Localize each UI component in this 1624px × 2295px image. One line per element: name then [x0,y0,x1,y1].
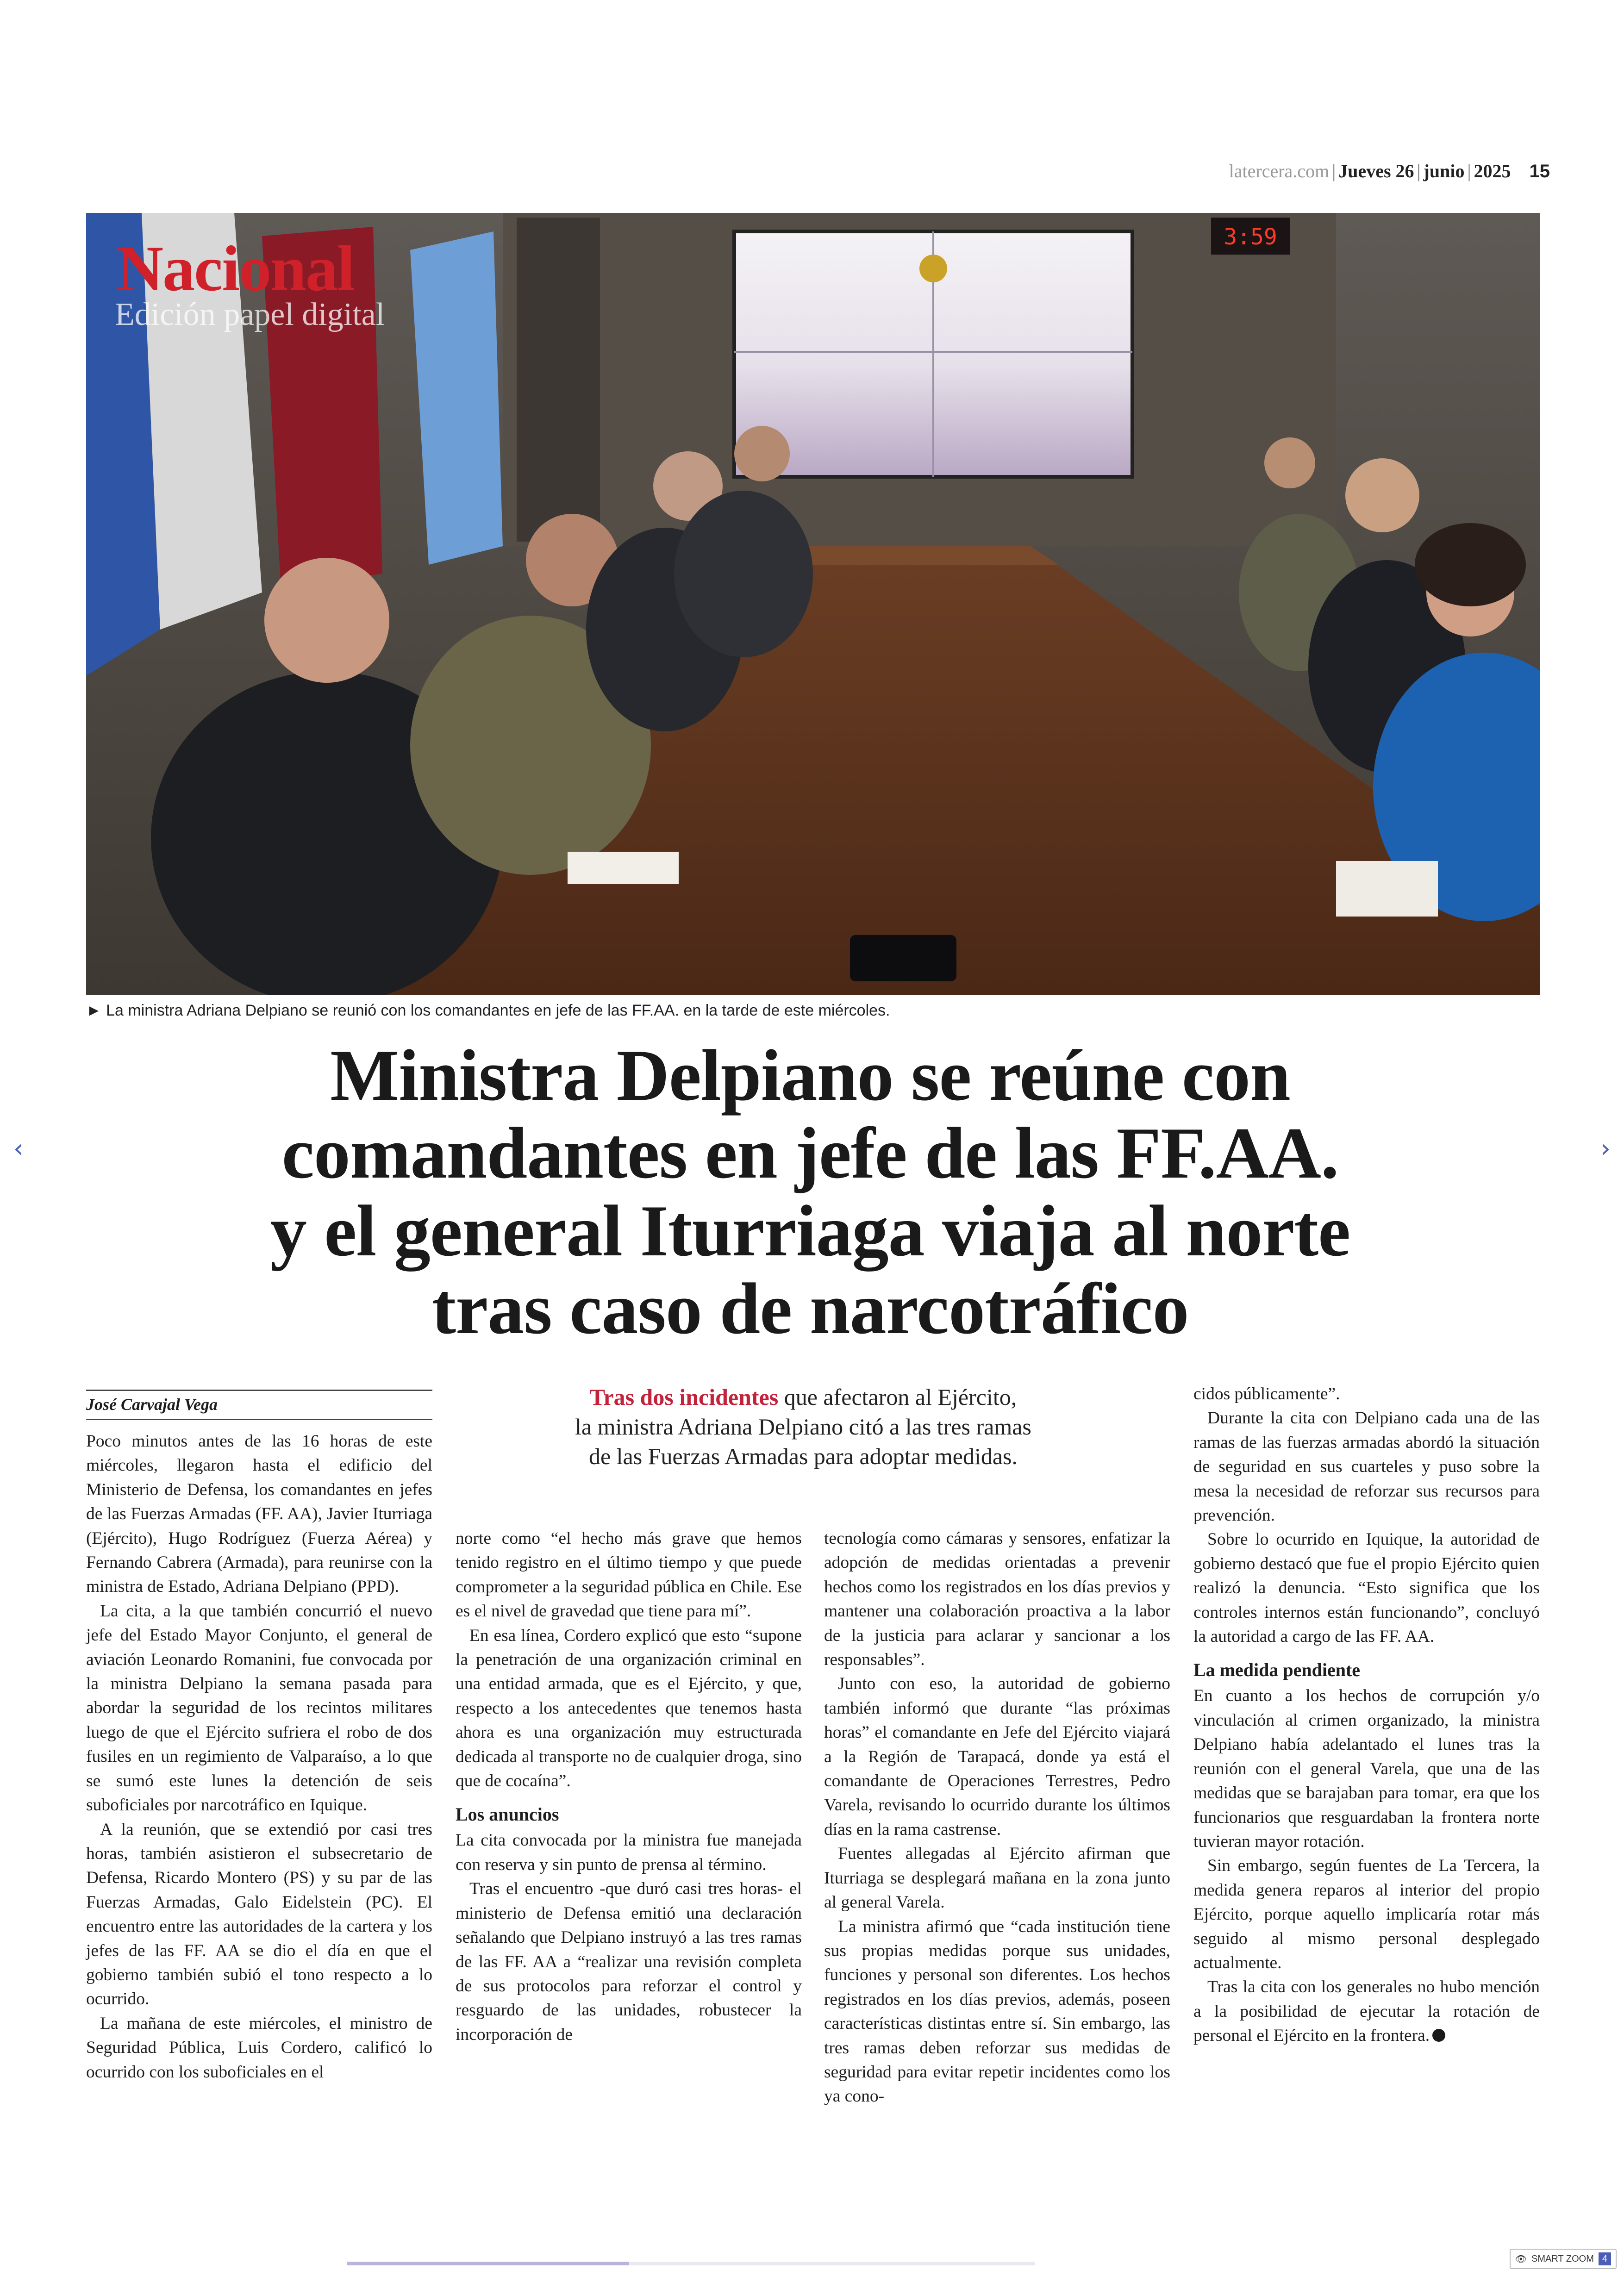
header-year: 2025 [1474,161,1511,181]
subheading: Los anuncios [456,1804,559,1825]
smart-zoom-label: SMART ZOOM [1531,2253,1594,2264]
site-name: latercera.com [1229,161,1330,181]
section-subtitle: Edición papel digital [115,297,385,332]
paragraph: tecnología como cámaras y sensores, enfatizar la adopción de medidas orientadas a prevenir hechos como los registrados en los días previos y mantener una colaboración proactiva a la labor de la justicia para aclarar y sancionar a los responsables”. [824,1529,1170,1670]
headline-line: tras caso de narcotráfico [431,1268,1189,1349]
eye-icon: 👁 [1515,2254,1527,2264]
paragraph: Sobre lo ocurrido en Iquique, la autoridad de gobierno destacó que fue el propio Ejército quien realizó la denuncia. “Esto significa que los controles internos están funcionando”, concluyó la autoridad a cargo de las FF. AA. [1193,1530,1540,1646]
paragraph: Junto con eso, la autoridad de gobierno también informó que durante “las próximas horas” el comandante en Jefe del Ejército viajará a la Región de Tarapacá, donde ya está el comandante de Operaciones Terrestres, Pedro Varela, revisando lo ocurrido durante los últimos días en la rama castrense. [824,1674,1170,1839]
deck-line-rest: que afectaron al Ejército, [778,1384,1017,1410]
paragraph: Durante la cita con Delpiano cada una de las ramas de las fuerzas armadas abordó la situación de seguridad en sus cuarteles y puso sobre la mesa la necesidad de reforzar sus recursos para prevención. [1193,1409,1540,1525]
next-page-arrow-icon[interactable]: › [1600,1134,1611,1164]
article-photo [86,213,1540,995]
paragraph: La mañana de este miércoles, el ministro de Seguridad Pública, Luis Cordero, calificó lo ocurrido con los suboficiales en el [86,2014,432,2082]
smart-zoom-button[interactable] [1510,2249,1617,2269]
subheading: La medida pendiente [1193,1659,1361,1681]
page-scroll-progress[interactable] [347,2262,1035,2265]
paragraph: Tras el encuentro -que duró casi tres horas- el ministerio de Defensa emitió una declaración señalando que Delpiano instruyó a las tres ramas de las FF. AA a “realizar una revisión completa de sus protocolos para reforzar el control y resguardo de las unidades, robustecer la incorporación de [456,1879,802,2044]
paragraph: Poco minutos antes de las 16 horas de este miércoles, llegaron hasta el edificio del Ministerio de Defensa, los comandantes en jefes de las Fuerzas Armadas (FF. AA), Javier Iturriaga (Ejército), Hugo Rodríguez (Fuerza Aérea) y Fernando Cabrera (Armada), para reunirse con la ministra de Estado, Adriana Delpiano (PPD). [86,1432,432,1597]
photo-caption: ► La ministra Adriana Delpiano se reunió con los comandantes en jefe de las FF.AA. en la tarde de este miércoles. [86,1002,890,1019]
paragraph: En cuanto a los hechos de corrupción y/o vinculación al crimen organizado, la ministra Delpiano había adelantado el lunes tras la reunión con el general Varela, que una de las medidas que se barajaban para tomar, era que los funcionarios que resguardaban la frontera norte tuvieran mayor rotación. [1193,1686,1540,1851]
headline-line: y el general Iturriaga viaja al norte [270,1191,1350,1272]
article-column-1 [86,1429,432,2084]
headline-line: comandantes en jefe de las FF.AA. [281,1113,1339,1194]
article-column-3 [824,1527,1170,2109]
smart-zoom-badge: 4 [1599,2252,1611,2265]
article-column-2 [456,1527,802,2047]
paragraph: En esa línea, Cordero explicó que esto “supone la penetración de una organización criminal en una entidad armada, que es el Ejército, y que, respecto a los antecedentes que tenemos hasta ahora es una organización muy estructurada dedicada al transporte no de cualquier droga, sino que de cocaína”. [456,1626,802,1791]
final-paragraph-text: Tras la cita con los generales no hubo mención a la posibilidad de ejecutar la rotación de personal el Ejército en la frontera. [1193,1977,1540,2046]
deck-lead: Tras dos incidentes [589,1384,779,1410]
separator: | [1332,161,1336,181]
paragraph [1193,1975,1540,2048]
paragraph: La cita convocada por la ministra fue manejada con reserva y sin punto de prensa al término. [456,1831,802,1874]
separator: | [1417,161,1421,181]
paragraph: Fuentes allegadas al Ejército afirman que Iturriaga se desplegará mañana en la zona junto al general Varela. [824,1844,1170,1912]
paragraph: cidos públicamente”. [1193,1384,1340,1403]
article-column-4 [1193,1382,1540,2048]
byline: José Carvajal Vega [86,1390,432,1420]
end-of-article-icon [1432,2029,1445,2042]
deck-line: la ministra Adriana Delpiano citó a las tres ramas [575,1414,1031,1440]
page-number: 15 [1529,161,1550,181]
headline-line: Ministra Delpiano se reúne con [330,1035,1290,1116]
paragraph: La ministra afirmó que “cada institución tiene sus propias medidas porque sus unidades, funciones y personal son diferentes. Los hechos registrados en los días previos, además, poseen características distintas entre sí. Sin embargo, las tres ramas deben reforzar sus medidas de seguridad para evitar repetir incidentes como los ya cono- [824,1917,1170,2106]
previous-page-arrow-icon[interactable]: ‹ [13,1134,24,1164]
paragraph: norte como “el hecho más grave que hemos tenido registro en el último tiempo y que puede comprometer a la seguridad pública en Chile. Ese es el nivel de gravedad que tiene para mí”. [456,1529,802,1621]
paragraph: La cita, a la que también concurrió el nuevo jefe del Estado Mayor Conjunto, el general de aviación Leonardo Romanini, fue convocada por la ministra Delpiano la semana pasada para abordar la seguridad de los recintos militares luego de que el Ejército sufriera el robo de dos fusiles en un regimiento de Valparaíso, a lo que se sumó este lunes la detención de seis suboficiales por narcotráfico en Iquique. [86,1601,432,1815]
running-head [1229,160,1550,182]
header-day: Jueves 26 [1338,161,1414,181]
paragraph: A la reunión, que se extendió por casi tres horas, también asistieron el subsecretario de Defensa, Ricardo Montero (PS) y su par de las Fuerzas Armadas, Galo Eidelstein (PC). El encuentro entre las autoridades de la cartera y los jefes de las FF. AA se dio el día en que el gobierno también subió el tono respecto a lo ocurrido. [86,1820,432,2009]
wall-clock: 3:59 [1224,224,1277,250]
page-scroll-progress-fill [347,2262,629,2265]
paragraph: Sin embargo, según fuentes de La Tercera, la medida genera reparos al interior del propio Ejército, porque aquello implicaría rotar más seguido al mismo personal desplegado actualmente. [1193,1856,1540,1972]
deck-line: de las Fuerzas Armadas para adoptar medidas. [588,1443,1018,1469]
section-title: Nacional [117,233,354,305]
deck [509,1382,1097,1471]
header-month: junio [1423,161,1465,181]
separator: | [1467,161,1471,181]
headline [139,1037,1481,1348]
deck-line [509,1382,1097,1412]
